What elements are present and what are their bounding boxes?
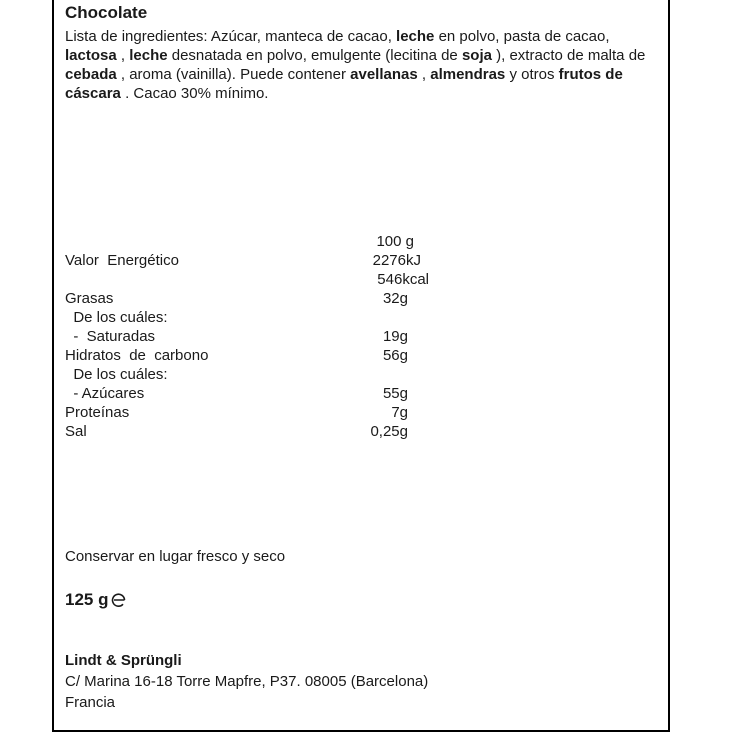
nutrient-name: Proteínas: [65, 404, 130, 421]
nutrition-row: [54, 384, 654, 403]
storage-instructions: Conservar en lugar fresco y seco: [65, 548, 286, 565]
net-weight-value: 125 g: [65, 590, 109, 609]
nutrient-value: 55g: [382, 385, 408, 402]
ingredients-list: [65, 27, 665, 103]
nutrient-name: Hidratos de carbono: [65, 347, 209, 364]
nutrient-value: 7g: [391, 404, 408, 421]
product-label: [52, 0, 670, 732]
ingredient-text: ,: [116, 47, 130, 64]
nutrition-row: [54, 289, 654, 308]
nutrition-row: [54, 308, 654, 327]
nutrient-name: Valor Energético: [65, 252, 179, 269]
nutrient-value: 0,25g: [370, 423, 408, 440]
nutrition-header-100g: 100 g: [376, 233, 414, 250]
allergen-text: cebada: [65, 66, 117, 83]
nutrition-row: [54, 346, 654, 365]
ingredient-text: . Cacao 30% mínimo.: [120, 85, 269, 102]
nutrition-row: [54, 251, 654, 270]
nutrient-name: - Saturadas: [65, 328, 156, 345]
net-weight: [65, 590, 127, 610]
nutrition-table: [54, 232, 654, 441]
allergen-text: almendras: [430, 66, 506, 83]
nutrition-header-row: [54, 232, 654, 251]
company-name: Lindt & Sprüngli: [65, 652, 182, 669]
nutrition-row: [54, 422, 654, 441]
nutrient-name: De los cuáles:: [65, 309, 168, 326]
product-title: Chocolate: [65, 3, 148, 22]
nutrient-value: 19g: [382, 328, 408, 345]
nutrition-row: [54, 270, 654, 289]
allergen-text: leche: [129, 47, 168, 64]
ingredient-text: y otros: [505, 66, 559, 83]
ingredient-text: , aroma (vainilla). Puede contener: [116, 66, 351, 83]
nutrient-name: De los cuáles:: [65, 366, 168, 383]
ingredient-text: ), extracto de malta de: [491, 47, 646, 64]
ingredient-text: desnatada en polvo, emulgente (lecitina de: [167, 47, 462, 64]
allergen-text: lactosa: [65, 47, 117, 64]
ingredient-text: en polvo, pasta de cacao,: [434, 28, 610, 45]
allergen-text: leche: [396, 28, 435, 45]
e-mark-icon: [111, 592, 127, 608]
nutrition-row: [54, 365, 654, 384]
allergen-text: soja: [461, 47, 492, 64]
nutrition-row: [54, 403, 654, 422]
allergen-text: frutos de cáscara: [65, 66, 623, 102]
nutrient-value: 2276kJ: [372, 252, 421, 269]
nutrient-name: Sal: [65, 423, 87, 440]
nutrient-name: - Azúcares: [65, 385, 145, 402]
ingredient-text: ,: [417, 66, 431, 83]
manufacturer-info: [65, 650, 428, 713]
allergen-text: avellanas: [350, 66, 418, 83]
nutrient-value: 32g: [382, 290, 408, 307]
company-country: Francia: [65, 694, 116, 711]
nutrient-value: 546kcal: [377, 271, 429, 288]
nutrient-name: Grasas: [65, 290, 114, 307]
nutrition-row: [54, 327, 654, 346]
company-address: C/ Marina 16-18 Torre Mapfre, P37. 08005 (Barcelona): [65, 673, 429, 690]
ingredient-text: Lista de ingredientes: Azúcar, manteca de cacao,: [65, 28, 397, 45]
nutrient-value: 56g: [382, 347, 408, 364]
